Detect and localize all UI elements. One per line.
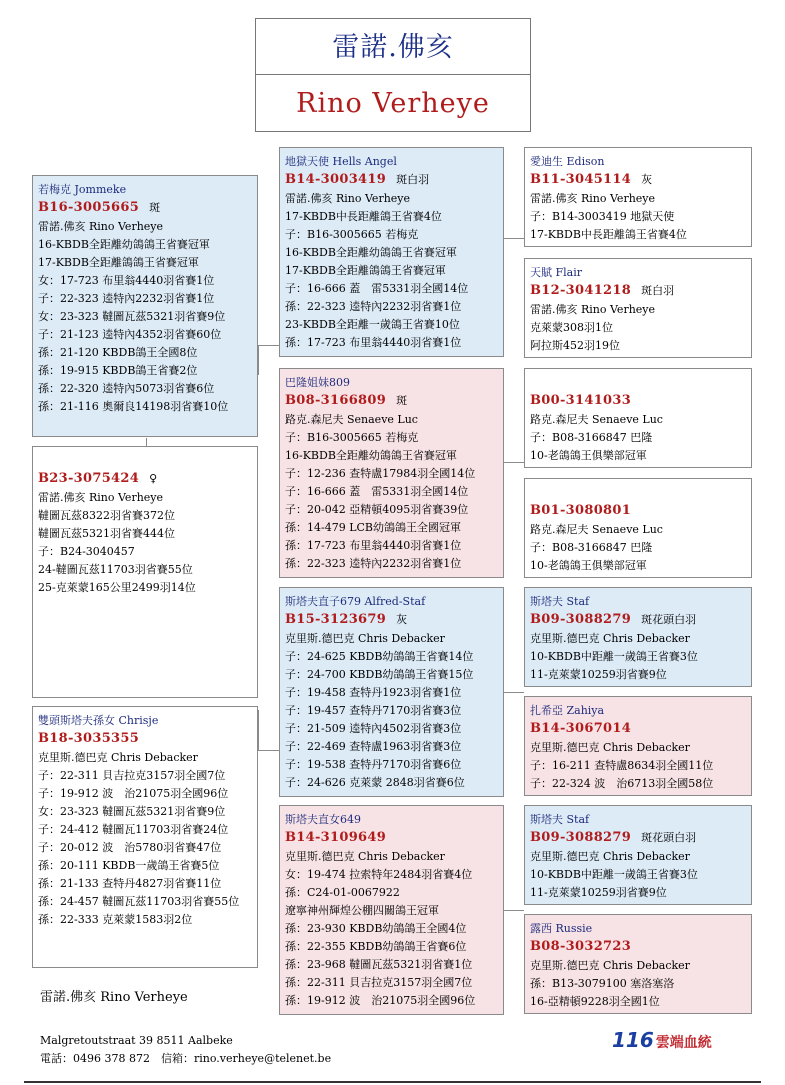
pedigree-line: 克里斯.德巴克 Chris Debacker: [530, 959, 690, 972]
footer-contact: 電話：0496 378 872 信箱：rino.verheye@telenet.be: [40, 1052, 332, 1065]
pedigree-line: 遼寧神州輝煌公棚四關鴿王冠軍: [285, 904, 439, 917]
pigeon-name: [38, 452, 257, 469]
pedigree-line: 雷諾.佛亥 Rino Verheye: [285, 192, 411, 205]
pigeon-color: 斑白羽: [641, 284, 675, 297]
logo-text: 雲端血統: [655, 1035, 712, 1051]
pedigree-line: 17-KBDB全距離鴿鴿王省賽冠軍: [285, 264, 446, 277]
pedigree-line: 17-KBDB中長距離鴿王省賽4位: [530, 228, 687, 241]
pedigree-line: 孫：17-723 布里翁4440羽省賽1位: [285, 336, 462, 349]
pigeon-name: 天賦 Flair: [530, 266, 582, 279]
pedigree-line: 克里斯.德巴克 Chris Debacker: [530, 850, 690, 863]
ring-number: B16-3005665: [38, 200, 140, 215]
pigeon-card-g2: [279, 368, 504, 578]
ring-number: B09-3088279: [530, 830, 632, 845]
connector: [258, 345, 279, 346]
ring-row: [530, 937, 751, 957]
ring-row: [530, 391, 751, 411]
pigeon-card-dam: [32, 446, 258, 698]
pedigree-line: 16-亞精頓9228羽全國1位: [530, 995, 660, 1008]
pedigree-line: 孫：19-912 波 治21075羽全國96位: [285, 994, 476, 1007]
connector: [258, 710, 259, 750]
pedigree-line: 子：24-700 KBDB幼鴿鴿王省賽15位: [285, 668, 474, 681]
pedigree-line: 25-克萊蒙165公里2499羽14位: [38, 581, 196, 594]
pedigree-line: 子：B08-3166847 巴隆: [530, 541, 653, 554]
ring-row: [38, 198, 257, 218]
pedigree-line: 女：19-474 拉索特年2484羽省賽4位: [285, 868, 473, 881]
pedigree-line: 韃圖瓦茲8322羽省賽372位: [38, 509, 175, 522]
pedigree-line: 孫：23-930 KBDB幼鴿鴿王全國4位: [285, 922, 467, 935]
pedigree-line: 17-KBDB全距離鴿鴿王省賽冠軍: [38, 256, 199, 269]
pigeon-name: [530, 374, 751, 391]
pedigree-line: 克里斯.德巴克 Chris Debacker: [530, 741, 690, 754]
pigeon-card-ggd1: [524, 258, 752, 358]
pedigree-line: 孫：23-968 韃圖瓦茲5321羽省賽1位: [285, 958, 473, 971]
pigeon-color: 斑: [149, 201, 161, 214]
pedigree-line: 子：B16-3005665 若梅克: [285, 228, 419, 241]
footer-owner: 雷諾.佛亥 Rino Verheye: [40, 990, 188, 1005]
ring-number: B12-3041218: [530, 283, 632, 298]
pigeon-card-g4: [279, 805, 504, 1015]
ring-number: B14-3067014: [530, 721, 632, 736]
pigeon-card-sire: [32, 175, 258, 437]
pedigree-line: 16-KBDB全距離幼鴿鴿王省賽冠軍: [285, 449, 457, 462]
pedigree-line: 路克.森尼夫 Senaeve Luc: [530, 413, 663, 426]
pedigree-line: 子：24-626 克萊蒙 2848羽省賽6位: [285, 776, 465, 789]
pedigree-line: 子：22-469 查特盧1963羽省賽3位: [285, 740, 462, 753]
pedigree-line: 子：B24-3040457: [38, 545, 135, 558]
pedigree-line: 子：22-324 波 治6713羽全國58位: [530, 777, 714, 790]
pedigree-line: 女：23-323 韃圖瓦茲5321羽省賽9位: [38, 805, 226, 818]
pedigree-line: 子：16-666 蓋 雷5331羽全國14位: [285, 485, 469, 498]
pigeon-color: ♀: [149, 472, 158, 485]
pigeon-card-ggd3: [524, 696, 752, 796]
owner-name-cn: 雷諾.佛亥: [256, 19, 530, 75]
ring-number: B00-3141033: [530, 393, 632, 408]
pedigree-line: 阿拉斯452羽19位: [530, 339, 620, 352]
ring-row: [285, 610, 503, 630]
logo-number: 116: [612, 1028, 654, 1052]
pedigree-line: 孫：22-320 逵特內5073羽省賽6位: [38, 382, 215, 395]
pedigree-line: 11-克萊蒙10259羽省賽9位: [530, 668, 667, 681]
connector: [504, 238, 524, 239]
ring-row: [530, 610, 751, 630]
connector: [146, 438, 147, 446]
pedigree-line: 子：24-625 KBDB幼鴿鴿王省賽14位: [285, 650, 474, 663]
pedigree-line: 克里斯.德巴克 Chris Debacker: [285, 850, 445, 863]
pedigree-line: 孫：22-311 貝吉拉克3157羽全國7位: [285, 976, 473, 989]
pedigree-line: 16-KBDB全距離幼鴿鴿王省賽冠軍: [285, 246, 457, 259]
pedigree-line: 10-KBDB中距離一歲鴿王省賽3位: [530, 868, 698, 881]
pigeon-name: 地獄天使 Hells Angel: [285, 155, 397, 168]
ring-number: B23-3075424: [38, 471, 140, 486]
pedigree-line: 孫：21-120 KBDB鴿王全國8位: [38, 346, 198, 359]
header-box: [255, 18, 531, 132]
pigeon-card-ggd2: [524, 478, 752, 578]
connector: [258, 750, 279, 751]
pigeon-card-ggs4: [524, 805, 752, 905]
ring-number: B18-3035355: [38, 731, 140, 746]
pedigree-line: 16-KBDB全距離幼鴿鴿王省賽冠軍: [38, 238, 210, 251]
pigeon-color: 斑花頭白羽: [641, 613, 697, 626]
pedigree-line: 子：B08-3166847 巴隆: [530, 431, 653, 444]
pedigree-line: 克里斯.德巴克 Chris Debacker: [530, 632, 690, 645]
pedigree-line: 克萊蒙308羽1位: [530, 321, 613, 334]
pigeon-name: 斯塔夫 Staf: [530, 813, 590, 826]
ring-number: B14-3109649: [285, 830, 387, 845]
pedigree-line: 子：24-412 韃圖瓦11703羽省賽24位: [38, 823, 229, 836]
pigeon-name: 扎希亞 Zahiya: [530, 704, 605, 717]
pedigree-line: 克里斯.德巴克 Chris Debacker: [285, 632, 445, 645]
pedigree-line: 孫：22-333 克萊蒙1583羽2位: [38, 913, 193, 926]
pedigree-line: 17-KBDB中長距離鴿王省賽4位: [285, 210, 442, 223]
ring-number: B08-3166809: [285, 393, 387, 408]
pedigree-line: 子：19-458 查特丹1923羽省賽1位: [285, 686, 462, 699]
pedigree-line: 子：B14-3003419 地獄天使: [530, 210, 675, 223]
pedigree-line: 23-KBDB全距離一歲鴿王省賽10位: [285, 318, 460, 331]
pedigree-line: 女：17-723 布里翁4440羽省賽1位: [38, 274, 215, 287]
pedigree-line: 孫：20-111 KBDB一歲鴿王省賽5位: [38, 859, 220, 872]
pedigree-line: 孫：24-457 韃圖瓦茲11703羽省賽55位: [38, 895, 240, 908]
connector: [504, 462, 524, 463]
pedigree-line: 雷諾.佛亥 Rino Verheye: [530, 303, 656, 316]
pedigree-line: 孫：B13-3079100 塞洛塞洛: [530, 977, 675, 990]
pigeon-name: [530, 484, 751, 501]
pigeon-card-ggd4: [524, 914, 752, 1014]
pedigree-line: 子：B16-3005665 若梅克: [285, 431, 419, 444]
pedigree-line: 克里斯.德巴克 Chris Debacker: [38, 751, 198, 764]
pigeon-card-ggs1: [524, 147, 752, 247]
ring-row: [38, 729, 257, 749]
pigeon-name: 巴隆姐妹809: [285, 376, 350, 389]
connector: [258, 345, 259, 375]
pedigree-line: 11-克萊蒙10259羽省賽9位: [530, 886, 667, 899]
pigeon-card-ggs2: [524, 368, 752, 468]
ring-row: [530, 719, 751, 739]
ring-row: [38, 469, 257, 489]
pedigree-line: 孫：14-479 LCB幼鴿鴿王全國冠軍: [285, 521, 462, 534]
pedigree-line: 子：22-311 貝吉拉克3157羽全國7位: [38, 769, 226, 782]
pedigree-line: 子：12-236 查特盧17984羽全國14位: [285, 467, 476, 480]
ring-row: [285, 170, 503, 190]
pedigree-line: 子：19-457 查特丹7170羽省賽3位: [285, 704, 462, 717]
pigeon-card-g3: [279, 587, 504, 797]
ring-number: B11-3045114: [530, 172, 632, 187]
pigeon-card-dam2: [32, 706, 258, 968]
pigeon-card-g1: [279, 147, 504, 357]
pedigree-line: 24-韃圖瓦茲11703羽省賽55位: [38, 563, 193, 576]
ring-number: B01-3080801: [530, 503, 632, 518]
footer-rule: [24, 1081, 761, 1083]
pigeon-name: 愛迪生 Edison: [530, 155, 605, 168]
pedigree-line: 10-KBDB中距離一歲鴿王省賽3位: [530, 650, 698, 663]
pigeon-name: 若梅克 Jommeke: [38, 183, 127, 196]
pigeon-color: 灰: [396, 613, 408, 626]
pedigree-line: 韃圖瓦茲5321羽省賽444位: [38, 527, 175, 540]
pedigree-line: 雷諾.佛亥 Rino Verheye: [38, 220, 164, 233]
ring-number: B09-3088279: [530, 612, 632, 627]
pedigree-line: 路克.森尼夫 Senaeve Luc: [530, 523, 663, 536]
pigeon-color: 斑白羽: [396, 173, 430, 186]
pigeon-name: 露西 Russie: [530, 922, 593, 935]
pedigree-line: 子：19-912 波 治21075羽全國96位: [38, 787, 229, 800]
ring-row: [285, 828, 503, 848]
ring-row: [530, 828, 751, 848]
ring-number: B14-3003419: [285, 172, 387, 187]
footer-address: Malgretoutstraat 39 8511 Aalbeke: [40, 1034, 233, 1047]
pedigree-line: 孫：21-133 查特丹4827羽省賽11位: [38, 877, 222, 890]
pedigree-line: 孫：21-116 奧爾良14198羽省賽10位: [38, 400, 229, 413]
pedigree-line: 子：21-509 逵特內4502羽省賽3位: [285, 722, 462, 735]
pedigree-line: 子：20-012 波 治5780羽省賽47位: [38, 841, 222, 854]
pigeon-color: 灰: [641, 173, 653, 186]
pigeon-name: 雙頭斯塔夫孫女 Chrisje: [38, 714, 159, 727]
pedigree-line: 孫：C24-01-0067922: [285, 886, 400, 899]
pigeon-name: 斯塔夫直女649: [285, 813, 361, 826]
pedigree-line: 10-老鴿鴿王俱樂部冠軍: [530, 449, 647, 462]
pedigree-line: 孫：22-355 KBDB幼鴿鴿王省賽6位: [285, 940, 467, 953]
pedigree-line: 10-老鴿鴿王俱樂部冠軍: [530, 559, 647, 572]
ring-row: [285, 391, 503, 411]
pedigree-line: 孫：22-323 逵特內2232羽省賽1位: [285, 300, 462, 313]
ring-row: [530, 501, 751, 521]
pigeon-color: 斑: [396, 394, 408, 407]
pedigree-line: 子：16-211 查特盧8634羽全國11位: [530, 759, 714, 772]
connector: [504, 910, 524, 911]
connector: [504, 692, 524, 693]
pedigree-line: 子：19-538 查特丹7170羽省賽6位: [285, 758, 462, 771]
pedigree-line: 子：21-123 逵特內4352羽省賽60位: [38, 328, 222, 341]
ring-number: B08-3032723: [530, 939, 632, 954]
ring-row: [530, 281, 751, 301]
ring-row: [530, 170, 751, 190]
pigeon-card-ggs3: [524, 587, 752, 687]
pigeon-name: 斯塔夫 Staf: [530, 595, 590, 608]
pedigree-line: 孫：22-323 逵特內2232羽省賽1位: [285, 557, 462, 570]
ring-number: B15-3123679: [285, 612, 387, 627]
pigeon-color: 斑花頭白羽: [641, 831, 697, 844]
pedigree-line: 子：20-042 亞精頓4095羽省賽39位: [285, 503, 469, 516]
pigeon-name: 斯塔夫直子679 Alfred-Staf: [285, 595, 426, 608]
pedigree-line: 子：16-666 蓋 雷5331羽全國14位: [285, 282, 469, 295]
brand-logo: [612, 1028, 724, 1056]
pedigree-line: 子：22-323 逵特內2232羽省賽1位: [38, 292, 215, 305]
owner-name-en: Rino Verheye: [296, 88, 490, 119]
pedigree-line: 路克.森尼夫 Senaeve Luc: [285, 413, 418, 426]
pedigree-line: 女：23-323 韃圖瓦茲5321羽省賽9位: [38, 310, 226, 323]
pedigree-line: 雷諾.佛亥 Rino Verheye: [530, 192, 656, 205]
pedigree-line: 雷諾.佛亥 Rino Verheye: [38, 491, 164, 504]
pedigree-line: 孫：19-915 KBDB鴿王省賽2位: [38, 364, 198, 377]
pedigree-line: 孫：17-723 布里翁4440羽省賽1位: [285, 539, 462, 552]
